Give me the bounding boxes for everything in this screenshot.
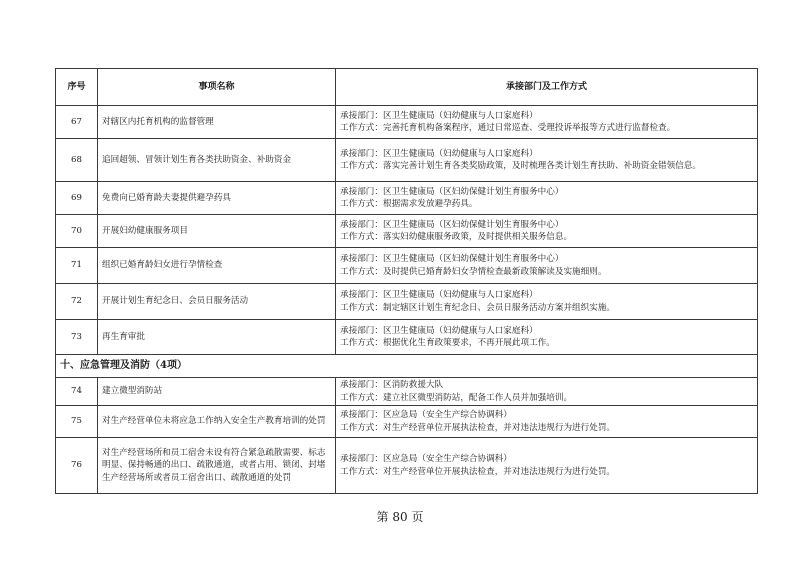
dept-line: 承接部门：区消防救援大队 — [340, 380, 444, 390]
row-number: 69 — [56, 182, 98, 215]
section-row — [56, 355, 758, 378]
header-no: 序号 — [56, 69, 98, 106]
row-dept — [336, 438, 758, 494]
dept-line: 承接部门：区卫生健康局（区妇幼保健计划生育服务中心） — [340, 219, 564, 230]
header-item: 事项名称 — [98, 69, 336, 106]
header-dept: 承接部门及工作方式 — [336, 69, 758, 106]
method-line: 工作方式：完善托育机构备案程序，通过日常巡查、受理投诉举报等方式进行监督检查。 — [340, 123, 676, 133]
row-dept — [336, 248, 758, 284]
dept-line: 承接部门：区卫生健康局（妇幼健康与人口家庭科） — [340, 325, 538, 336]
method-line: 工作方式：落实妇幼健康服务政策，及时提供相关服务信息。 — [340, 232, 573, 242]
matters-table — [55, 68, 758, 494]
row-dept — [336, 378, 758, 406]
row-item: 组织已婚育龄妇女进行孕情检查 — [98, 248, 336, 284]
table-row — [56, 406, 758, 438]
row-number: 76 — [56, 438, 98, 494]
table-row — [56, 438, 758, 494]
row-number: 75 — [56, 406, 98, 438]
row-dept — [336, 106, 758, 139]
row-number: 67 — [56, 106, 98, 139]
table-row — [56, 284, 758, 320]
method-line: 工作方式：根据优化生育政策要求，不再开展此项工作。 — [340, 338, 555, 348]
table-header-row — [56, 69, 758, 106]
row-dept — [336, 215, 758, 248]
row-number: 74 — [56, 378, 98, 406]
method-line: 工作方式：建立社区微型消防站，配备工作人员并加强培训。 — [340, 392, 573, 403]
dept-line: 承接部门：区卫生健康局（区妇幼保健计划生育服务中心） — [340, 186, 564, 197]
method-line: 工作方式：落实完善计划生育各类奖励政策，及时梳理各类计划生育扶助、补助资金错领信息。 — [340, 161, 701, 171]
page-number: 第 80 页 — [376, 510, 424, 524]
row-number: 73 — [56, 320, 98, 355]
row-number: 72 — [56, 284, 98, 320]
row-number: 70 — [56, 215, 98, 248]
row-number: 68 — [56, 139, 98, 182]
row-dept — [336, 139, 758, 182]
dept-line: 承接部门：区卫生健康局（妇幼健康与人口家庭科） — [340, 110, 538, 121]
row-item: 对生产经营单位未将应急工作纳入安全生产教育培训的处罚 — [98, 406, 336, 438]
table-row — [56, 378, 758, 406]
table-row — [56, 215, 758, 248]
dept-line: 承接部门：区卫生健康局（妇幼健康与人口家庭科） — [340, 290, 538, 300]
row-item: 建立微型消防站 — [98, 378, 336, 406]
table-row — [56, 248, 758, 284]
dept-line: 承接部门：区卫生健康局（区妇幼保健计划生育服务中心） — [340, 254, 564, 264]
table-row — [56, 139, 758, 182]
row-dept — [336, 406, 758, 438]
row-item: 免费向已婚育龄夫妻提供避孕药具 — [98, 182, 336, 215]
table-row — [56, 182, 758, 215]
row-dept — [336, 182, 758, 215]
table-row — [56, 106, 758, 139]
section-title: 十、应急管理及消防（4项） — [56, 355, 758, 378]
method-line: 工作方式：根据需求发放避孕药具。 — [340, 199, 478, 209]
row-number: 71 — [56, 248, 98, 284]
method-line: 工作方式：对生产经营单位开展执法检查，并对违法违规行为进行处罚。 — [340, 422, 616, 433]
method-line: 工作方式：及时提供已婚育龄妇女孕情检查最新政策解读及实施细则。 — [340, 266, 607, 277]
dept-line: 承接部门：区卫生健康局（妇幼健康与人口家庭科） — [340, 148, 538, 159]
row-item: 开展妇幼健康服务项目 — [98, 215, 336, 248]
row-dept — [336, 320, 758, 355]
dept-line: 承接部门：区应急局（安全生产综合协调科） — [340, 454, 512, 464]
row-item: 追回超领、冒领计划生育各类扶助资金、补助资金 — [98, 139, 336, 182]
row-item: 对辖区内托育机构的监督管理 — [98, 106, 336, 139]
table-row — [56, 320, 758, 355]
row-item: 对生产经营场所和员工宿舍未设有符合紧急疏散需要、标志明显、保持畅通的出口、疏散通道，或者占用、锁闭、封堵生产经营场所或者员工宿舍出口、疏散通道的处罚 — [98, 438, 336, 494]
method-line: 工作方式：对生产经营单位开展执法检查，并对违法违规行为进行处罚。 — [340, 466, 616, 477]
row-item: 开展计划生育纪念日、会员日服务活动 — [98, 284, 336, 320]
dept-line: 承接部门：区应急局（安全生产综合协调科） — [340, 410, 512, 420]
row-dept — [336, 284, 758, 320]
method-line: 工作方式：制定辖区计划生育纪念日、会员日服务活动方案并组织实施。 — [340, 302, 616, 313]
row-item: 再生育审批 — [98, 320, 336, 355]
